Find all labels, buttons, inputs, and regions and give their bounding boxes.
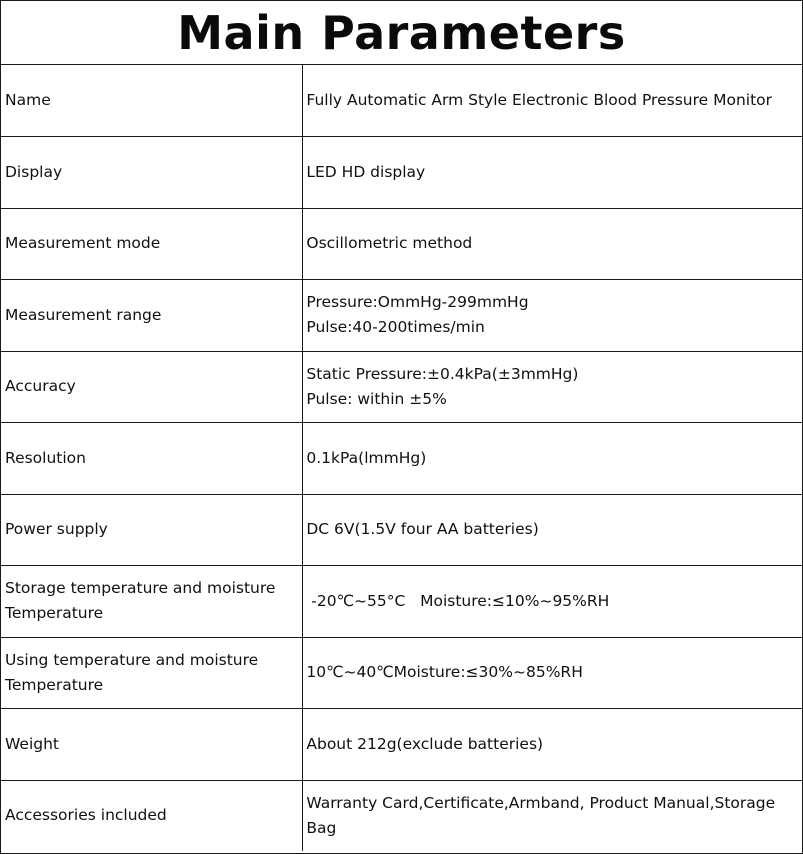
table-row [1, 780, 802, 851]
table-row [1, 65, 802, 136]
row-value-storage-temperature [303, 565, 802, 637]
row-label-measurement-range: Measurement range [1, 279, 303, 351]
row-label-resolution: Resolution [1, 422, 303, 494]
table-row [1, 565, 802, 637]
value-line: Warranty Card,Certificate,Armband, Product Manual,Storage Bag [306, 793, 776, 837]
table-row [1, 422, 802, 494]
row-label-accessories: Accessories included [1, 780, 303, 851]
row-value-accuracy [303, 351, 802, 422]
row-label-weight: Weight [1, 708, 303, 780]
value-line: LED HD display [306, 162, 426, 181]
row-value-accessories [303, 780, 802, 851]
value-line: Fully Automatic Arm Style Electronic Blood Pressure Monitor [306, 90, 773, 109]
value-line: DC 6V(1.5V four AA batteries) [306, 520, 539, 538]
value-line: Pressure:OmmHg-299mmHg [306, 293, 529, 311]
table-row [1, 351, 802, 422]
table-row [1, 637, 802, 708]
row-value-measurement-mode [303, 208, 802, 279]
table-row [1, 136, 802, 208]
row-value-measurement-range [303, 279, 802, 351]
row-value-name [303, 65, 802, 136]
table-row [1, 279, 802, 351]
table-row [1, 208, 802, 279]
parameters-table [1, 65, 802, 851]
row-label-using-temperature: Using temperature and moisture Temperature [1, 637, 303, 708]
value-line: Pulse:40-200times/min [306, 318, 485, 336]
table-row [1, 494, 802, 565]
row-label-accuracy: Accuracy [1, 351, 303, 422]
row-value-resolution [303, 422, 802, 494]
value-line: 10℃~40℃Moisture:≤30%~85%RH [306, 663, 583, 681]
value-line: Pulse: within ±5% [306, 389, 447, 408]
row-value-power-supply [303, 494, 802, 565]
row-label-name: Name [1, 65, 303, 136]
row-value-display [303, 136, 802, 208]
value-line: Static Pressure:±0.4kPa(±3mmHg) [306, 364, 579, 383]
table-row [1, 708, 802, 780]
value-line: Oscillometric method [306, 234, 473, 252]
row-label-storage-temperature: Storage temperature and moisture Temperature [1, 565, 303, 637]
row-value-using-temperature [303, 637, 802, 708]
row-label-display: Display [1, 136, 303, 208]
value-line: 0.1kPa(lmmHg) [306, 448, 427, 467]
value-line: About 212g(exclude batteries) [306, 734, 544, 753]
row-label-measurement-mode: Measurement mode [1, 208, 303, 279]
value-line: -20℃~55°C Moisture:≤10%~95%RH [306, 591, 610, 610]
row-label-power-supply: Power supply [1, 494, 303, 565]
row-value-weight [303, 708, 802, 780]
page-title: Main Parameters [1, 1, 802, 65]
